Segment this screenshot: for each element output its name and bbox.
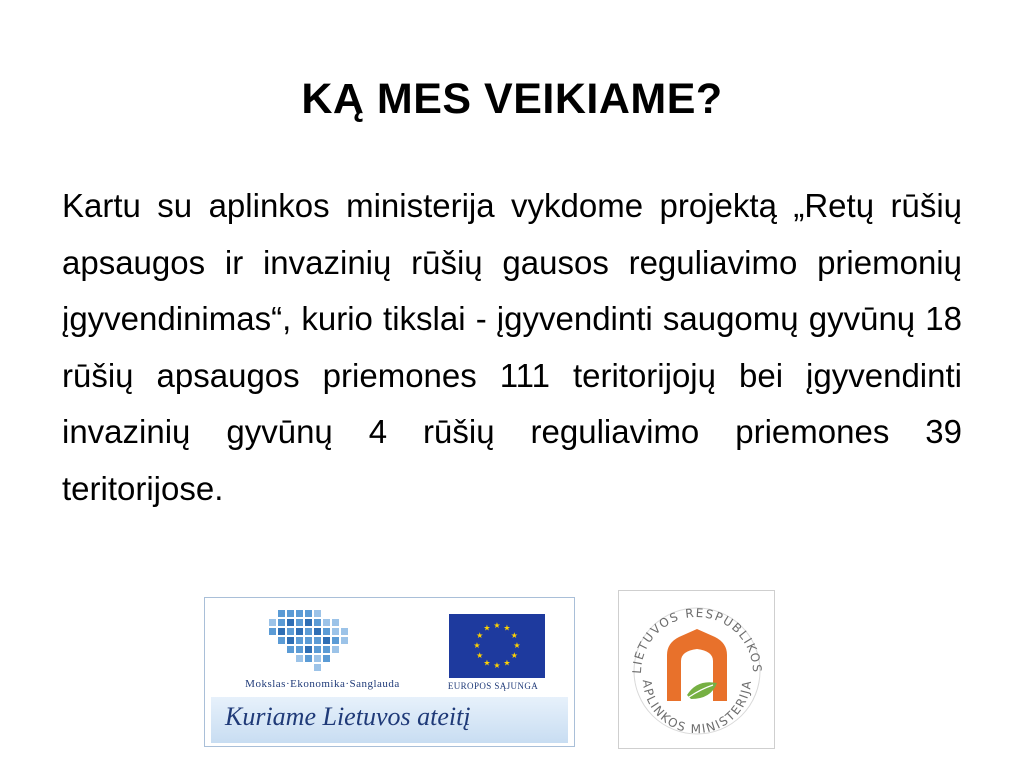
svg-text:★: ★ — [510, 651, 518, 660]
svg-text:★: ★ — [510, 631, 518, 640]
svg-text:★: ★ — [476, 651, 484, 660]
ministry-ring-bottom: APLINKOS MINISTERIJA — [639, 678, 755, 737]
svg-text:★: ★ — [483, 658, 491, 668]
ministry-logo — [618, 590, 775, 749]
esf-pixel-map-icon — [268, 610, 378, 674]
svg-text:★: ★ — [493, 621, 501, 630]
esf-tagline: Mokslas·Ekonomika·Sanglauda — [245, 678, 400, 690]
svg-text:★: ★ — [503, 658, 511, 668]
eu-label: EUROPOS SĄJUNGA — [447, 681, 539, 691]
svg-text:★: ★ — [476, 631, 484, 640]
slide-body-text: Kartu su aplinkos ministerija vykdome projektą „Retų rūšių apsaugos ir invazinių rūšių gausos reguliavimo priemonių įgyvendinimas“, kurio tikslai - įgyvendinti saugomų gyvūnų 18 rūšių apsaugos priemones 111 teritorijojų bei įgyvendinti invazinių gyvūnų 4 rūšių reguliavimo priemones 39 teritorijose. — [62, 187, 962, 507]
esf-slogan: Kuriame Lietuvos ateitį — [225, 702, 471, 731]
eu-flag-icon — [449, 614, 545, 678]
esf-eu-logo — [204, 597, 575, 747]
svg-text:★: ★ — [493, 661, 501, 670]
svg-text:★: ★ — [513, 641, 521, 650]
svg-text:★: ★ — [503, 623, 511, 633]
svg-text:★: ★ — [473, 641, 481, 650]
ministry-emblem-icon — [619, 591, 774, 748]
svg-text:★: ★ — [483, 623, 491, 633]
slide-title: KĄ MES VEIKIAME? — [301, 75, 723, 123]
ministry-ring-top: LIETUVOS RESPUBLIKOS — [629, 605, 765, 675]
